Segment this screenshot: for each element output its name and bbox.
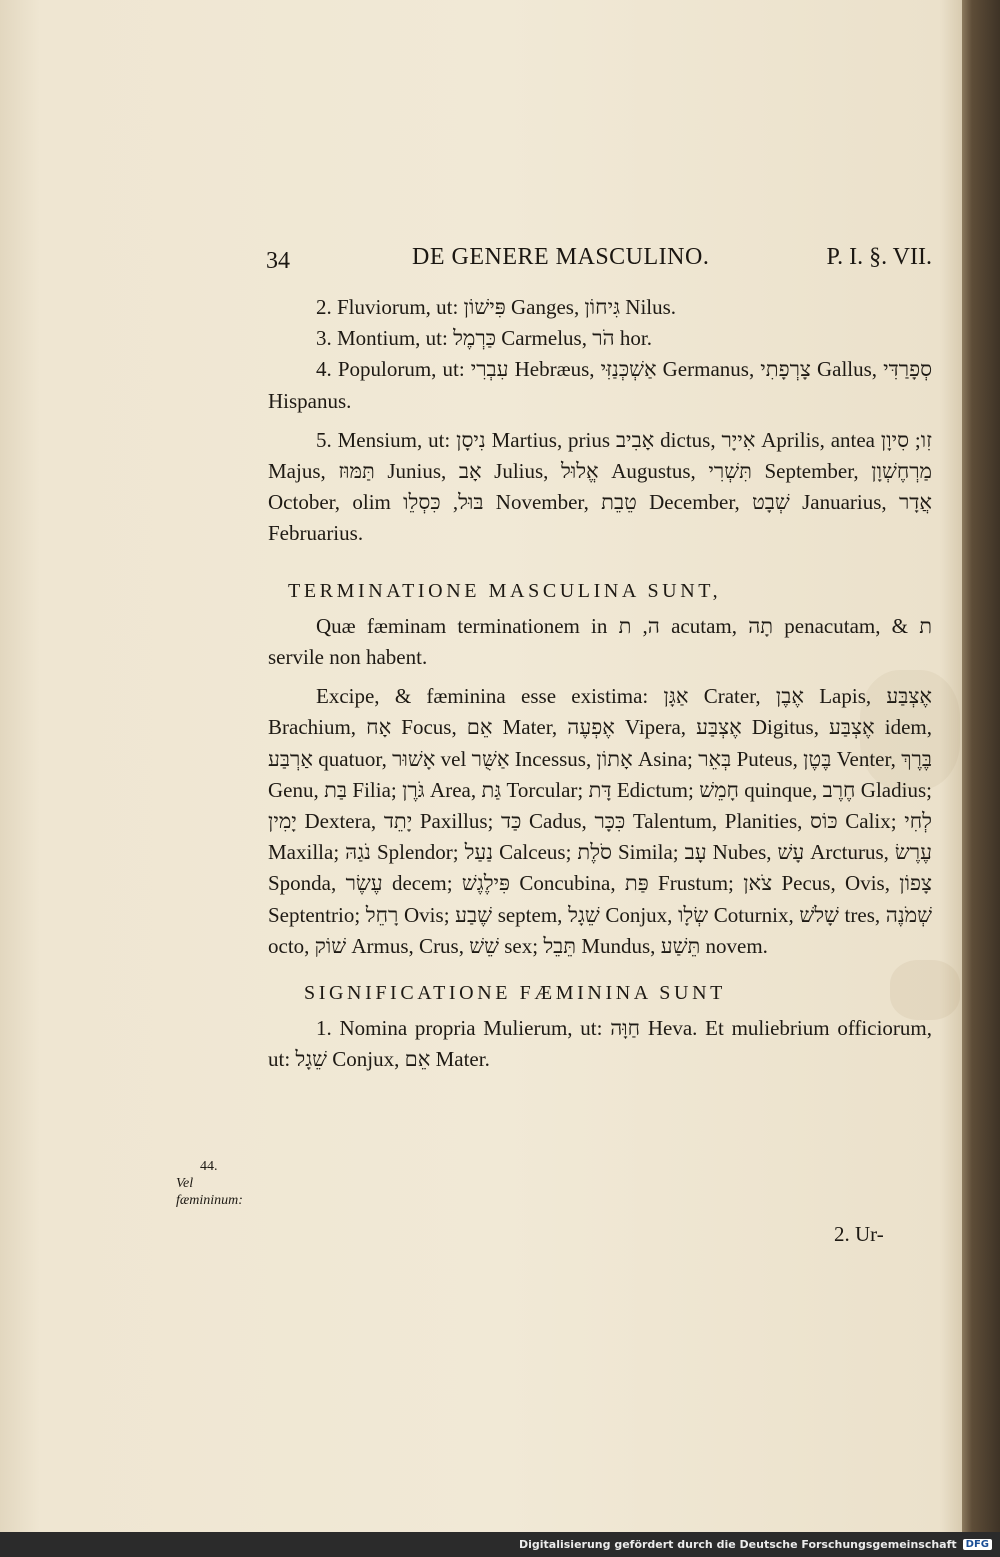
heading-terminatione-masculina: TERMINATIONE MASCULINA SUNT, — [288, 579, 722, 602]
page-edge — [962, 0, 1000, 1532]
paragraph-nomina-propria: 1. Nomina propria Mulierum, ut: חַוָּה Heva. Et muliebrium officiorum, ut: שֵׁגָל Conjux, אֵם Mater. — [268, 1016, 932, 1072]
heading-significatione-foeminina: SIGNIFICATIONE FÆMININA SUNT — [304, 982, 726, 1005]
footer-bar — [0, 1532, 1000, 1557]
header-title: DE GENERE MASCULINO. — [412, 244, 710, 270]
page-body — [268, 292, 932, 1076]
running-header — [266, 242, 932, 276]
paragraph-populorum: 4. Populorum, ut: עִבְרִי Hebræus, אַשְׁכְּנַזִּי Germanus, צָרְפָתִי Gallus, סְפָרַדִּי Hispanus. — [268, 357, 933, 413]
paragraph-foeminam-terminationem: Quæ fæminam terminationem in ה, ת acutam, תָה penacutam, & ת servile non habent. — [268, 613, 933, 670]
dfg-logo[interactable]: DFG — [963, 1539, 992, 1550]
margin-note-number: 44. — [200, 1159, 218, 1174]
paragraph-fluviorum: 2. Fluviorum, ut: פִּישׁוֹן Ganges, גִּיחוֹן Nilus. — [316, 295, 677, 319]
paragraph-mensium: 5. Mensium, ut: נִיסָן Martius, prius אָבִיב dictus, אִייָר Aprilis, antea זִו; סִיוָן Majus, תַּמּוּז Junius, אָב Julius, אֱלוּל Augustus, תִּשְׁרִי September, מַרְחֶשְׁוָן October, olim בּוּל, כִּסְלֵו November, טֵבֵת December, שְׁבָט Januarius, אֲדָר Februarius. — [268, 427, 933, 546]
footer-text: Digitalisierung gefördert durch die Deutsche Forschungsgemeinschaft — [518, 1538, 957, 1551]
page-number: 34 — [266, 248, 290, 274]
margin-note — [176, 1158, 262, 1209]
catchword: 2. Ur- — [834, 1222, 884, 1246]
margin-note-text: Vel fæmininum: — [176, 1176, 243, 1208]
section-marker: P. I. §. VII. — [826, 244, 932, 270]
paragraph-excipe: Excipe, & fæminina esse existima: אַגָּן Crater, אֶבֶן Lapis, אֶצְבַּע Brachium, אָח Focus, אֵם Mater, אֶפְעֶה Vipera, אֶצְבַּע Digitus, אֶצְבַּע idem, אַרְבַּע quatuor, אָשׁוּר vel אַשֻּׁר Incessus, אָתוֹן Asina; בְּאֵר Puteus, בֶּטֶן Venter, בֶּרֶךְ Genu, בַּת Filia; גֹּרֶן Area, גַּת Torcular; דָּת Edictum; חָמֵשׁ quinque, חֶרֶב Gladius; יָמִין Dextera, יָתֵד Paxillus; כַּד Cadus, כִּכָּר Talentum, Planities, כּוֹס Calix; לְחִי Maxilla; נֹגַהּ Splendor; נַעַל Calceus; סֹלֶת Simila; עָב Nubes, עָשׁ Arcturus, עֶרֶשׂ Sponda, עֶשֶׂר decem; פִּילֶגֶשׁ Concubina, פַּת Frustum; צֹאן Pecus, Ovis, צָפוֹן Septentrio; רָחֵל Ovis; שֶׁבַע septem, שֵׁגָל Conjux, שְׂלָו Coturnix, שָׁלשׁ tres, שְׁמֹנֶה octo, שׁוֹק Armus, Crus, שֵׁשׁ sex; תֵּבֵל Mundus, תֵּשַׁע novem. — [268, 684, 933, 958]
paragraph-montium: 3. Montium, ut: כַּרְמֶל Carmelus, הֹר hor. — [316, 326, 652, 351]
